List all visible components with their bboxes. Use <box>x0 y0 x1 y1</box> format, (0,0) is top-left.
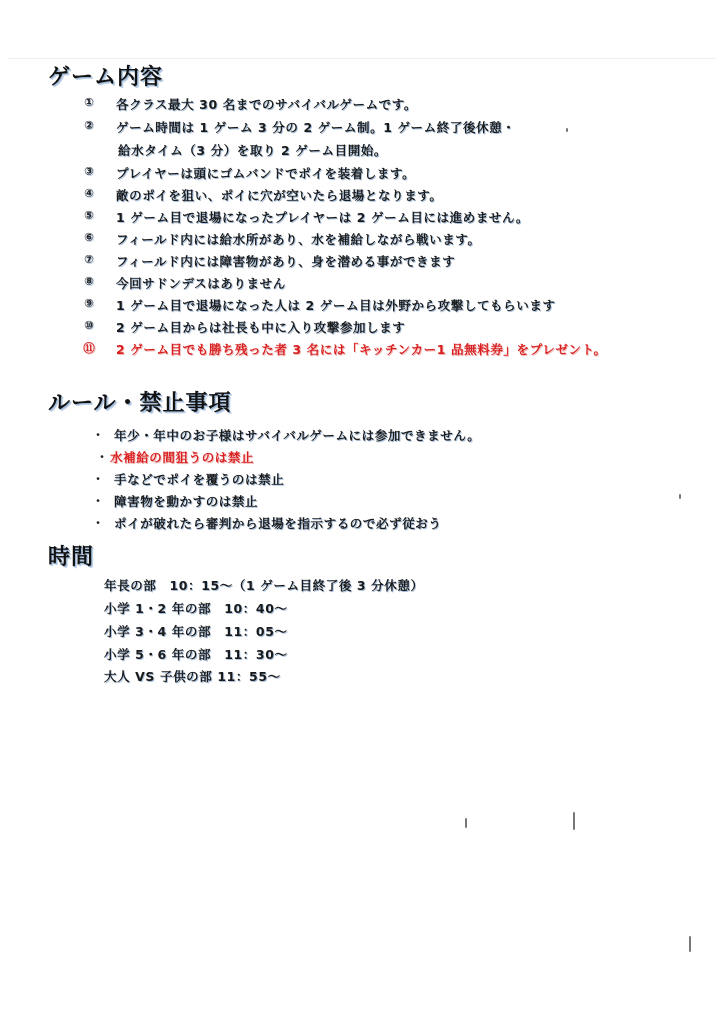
schedule-item: 小学 5・6 年の部 11：30～ <box>104 647 288 662</box>
rules-section-title: ルール・禁止事項 <box>48 391 232 416</box>
game-section-title: ゲーム内容 <box>48 65 164 90</box>
rule-item: 障害物を動かすのは禁止 <box>114 494 259 509</box>
bullet: ・ <box>96 450 109 464</box>
list-item: 2 ゲーム目からは社長も中に入り攻撃参加します <box>116 320 406 335</box>
list-item: 敵のポイを狙い、ポイに穴が空いたら退場となります。 <box>116 188 443 203</box>
list-item: 各クラス最大 30 名までのサバイバルゲームです。 <box>116 97 417 112</box>
bullet: ・ <box>92 516 105 530</box>
schedule-section-title: 時間 <box>48 545 95 570</box>
schedule-item: 小学 1・2 年の部 10：40～ <box>104 601 288 616</box>
rule-item: 手などでポイを覆うのは禁止 <box>114 472 285 487</box>
schedule-item: 年長の部 10：15～（1 ゲーム目終了後 3 分休憩） <box>104 578 424 593</box>
list-item: 1 ゲーム目で退場になった人は 2 ゲーム目は外野から攻撃してもらいます <box>116 298 556 313</box>
scan-speck <box>573 812 575 830</box>
list-number: ① <box>84 95 94 109</box>
list-number: ⑦ <box>84 252 94 266</box>
list-number: ⑤ <box>84 208 94 222</box>
bullet: ・ <box>92 494 105 508</box>
list-item: 1 ゲーム目で退場になったプレイヤーは 2 ゲーム目には進めません。 <box>116 210 529 225</box>
scan-speck <box>566 128 568 132</box>
bullet: ・ <box>92 428 105 442</box>
rule-item: 年少・年中のお子様はサバイバルゲームには参加できません。 <box>114 428 481 443</box>
list-item: プレイヤーは頭にゴムバンドでポイを装着します。 <box>116 166 416 181</box>
list-number-highlight: ⑪ <box>83 341 95 355</box>
scan-edge-line <box>8 58 716 59</box>
schedule-item: 小学 3・4 年の部 11：05～ <box>104 624 288 639</box>
bullet: ・ <box>92 472 105 486</box>
list-item-highlight: 2 ゲーム目でも勝ち残った者 3 名には「キッチンカー1 品無料券」をプレゼント。 <box>116 342 607 357</box>
list-item: フィールド内には障害物があり、身を潜める事ができます <box>116 254 456 269</box>
scan-speck <box>679 494 681 499</box>
scan-speck <box>465 818 467 828</box>
list-item: フィールド内には給水所があり、水を補給しながら戦います。 <box>116 232 481 247</box>
rule-item-highlight: 水補給の間狙うのは禁止 <box>110 450 255 465</box>
scan-speck <box>689 936 691 952</box>
list-number: ⑧ <box>84 274 94 288</box>
list-number: ⑥ <box>84 230 94 244</box>
list-item: 今回サドンデスはありません <box>116 276 286 291</box>
list-item-continuation: 給水タイム（3 分）を取り 2 ゲーム目開始。 <box>118 143 388 158</box>
list-number: ② <box>84 118 94 132</box>
rule-item: ポイが破れたら審判から退場を指示するので必ず従おう <box>114 516 442 531</box>
list-item: ゲーム時間は 1 ゲーム 3 分の 2 ゲーム制。1 ゲーム終了後休憩・ <box>116 120 516 135</box>
list-number: ③ <box>84 164 94 178</box>
schedule-item: 大人 VS 子供の部 11：55～ <box>104 669 281 684</box>
list-number: ⑨ <box>84 296 94 310</box>
list-number: ④ <box>84 186 94 200</box>
list-number: ⑩ <box>84 318 94 332</box>
